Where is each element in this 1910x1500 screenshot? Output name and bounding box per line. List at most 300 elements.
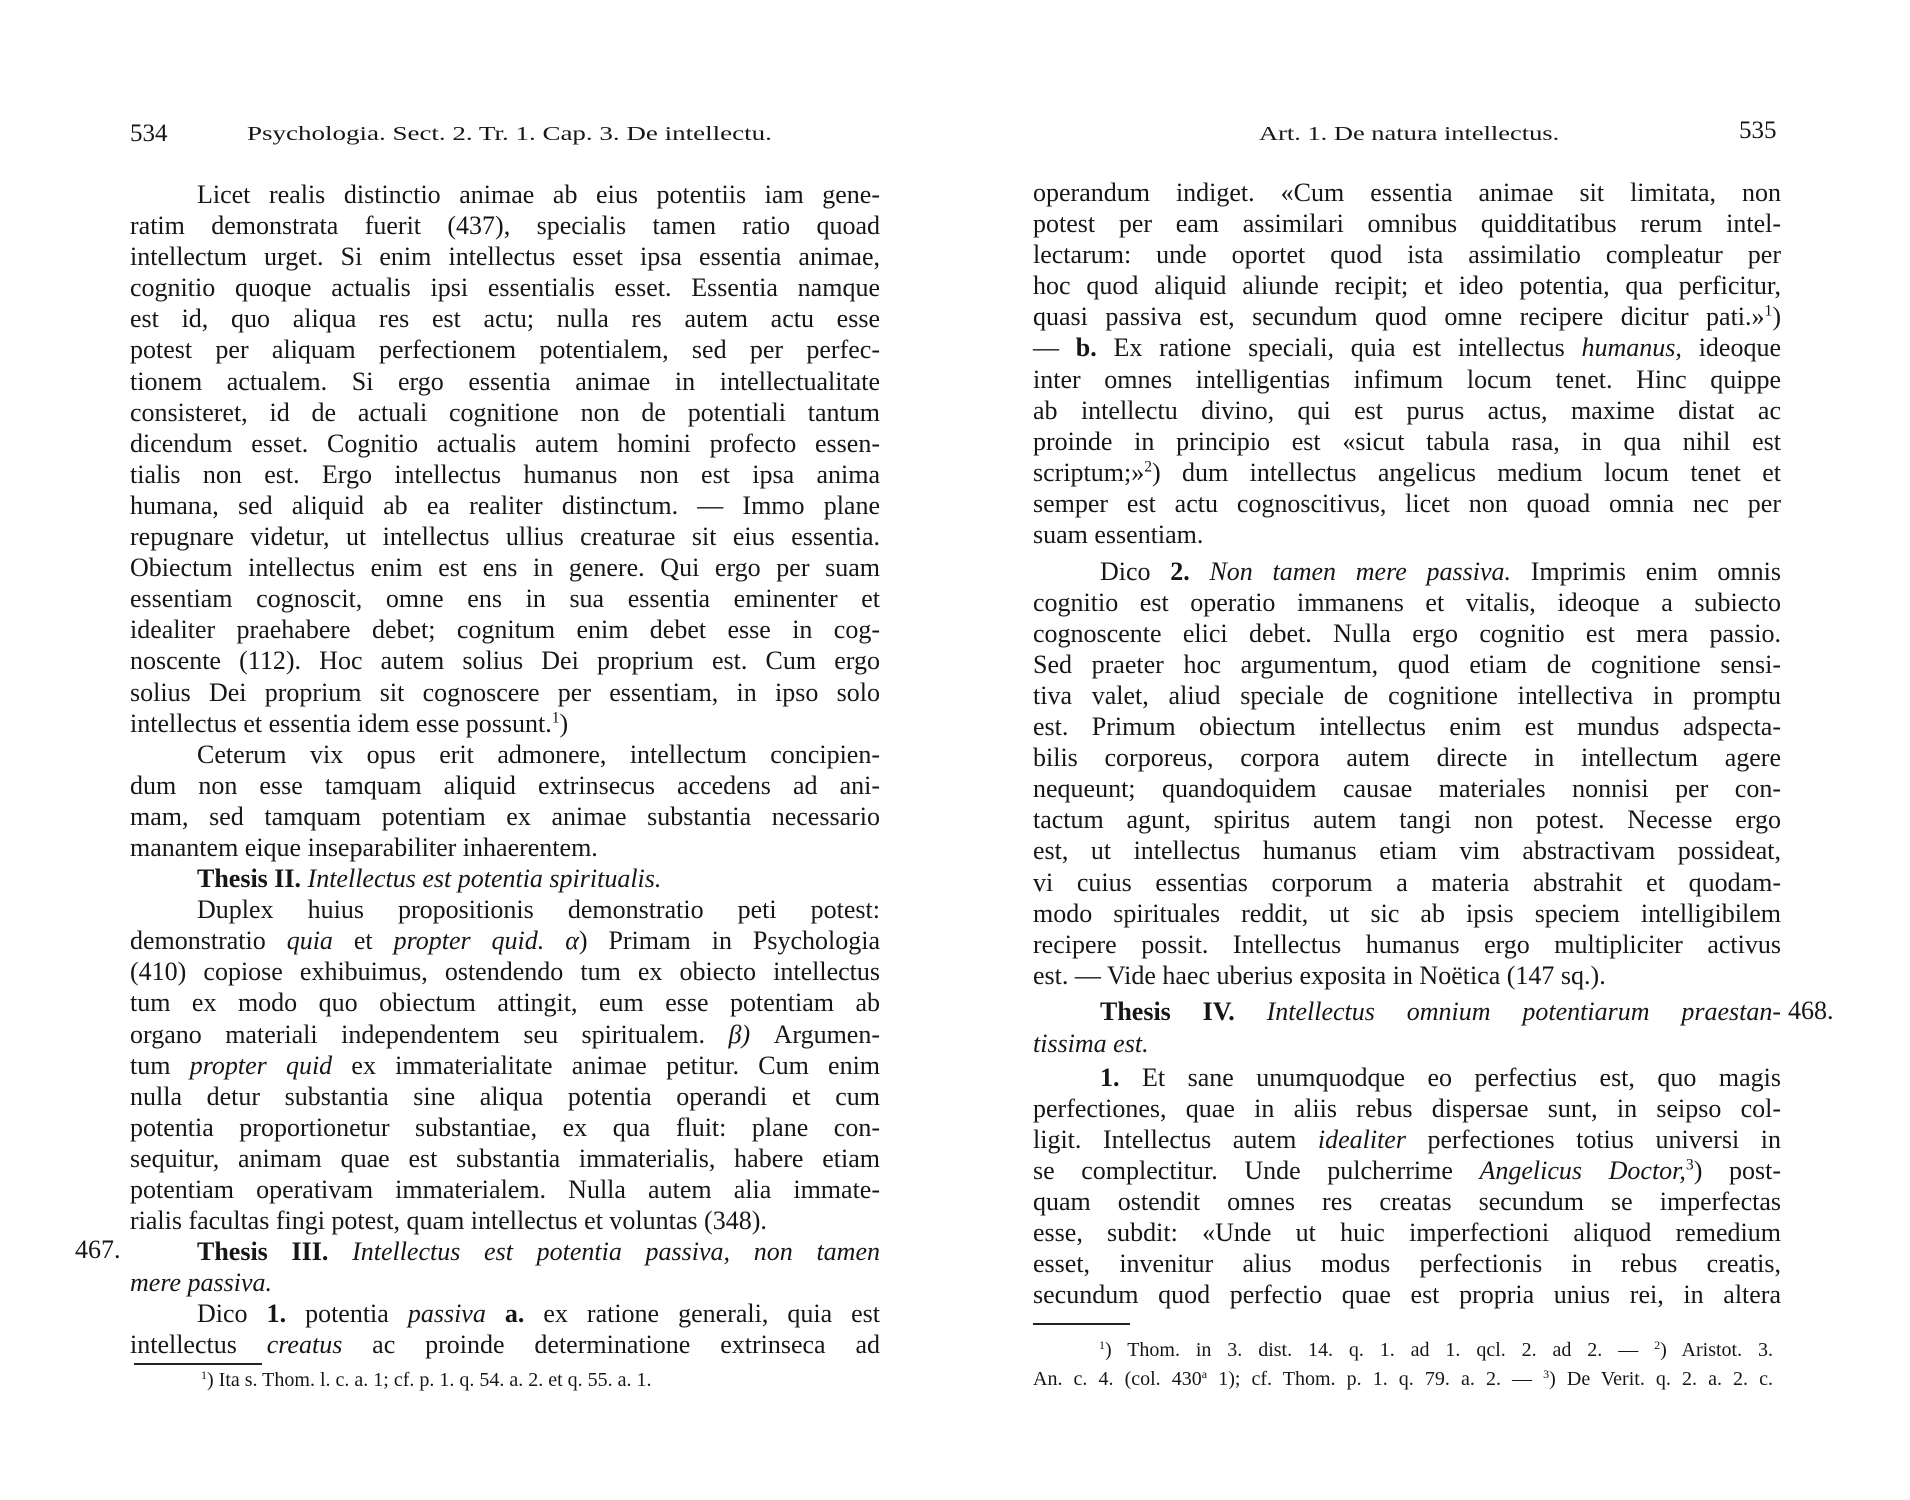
text-line: [1033, 1155, 1781, 1186]
text-line: [130, 925, 880, 956]
line-text: [1033, 929, 1781, 960]
text-run: est. Primum obiectum intellectus enim est mundus adspecta-: [1033, 712, 1781, 742]
text-run: perfectiones, quae in aliis rebus dispersae sunt, in seipso col-: [1033, 1093, 1781, 1123]
line-text: [1033, 898, 1781, 929]
text-run: ex ratione generali, quia est: [524, 1299, 880, 1329]
text-line: [130, 397, 880, 428]
text-run: Ex ratione speciali, quia est intellectus: [1096, 333, 1582, 363]
paragraph: [130, 894, 880, 1236]
footnote-marker: 1: [201, 1367, 207, 1382]
line-text: [197, 179, 880, 210]
line-text: [1033, 1028, 1149, 1059]
text-run: cognoscente elici debet. Nulla ergo cognitio est mera passio.: [1033, 618, 1781, 648]
text-run: consisteret, id de actuali cognitione non de potentiali tantum: [130, 397, 880, 427]
text-line: [1033, 457, 1781, 488]
margin-number-right: 468.: [1788, 996, 1834, 1025]
paragraph: [130, 179, 880, 739]
text-run: dum non esse tamquam aliquid extrinsecus accedens ad ani-: [130, 770, 880, 800]
text-line: [197, 1236, 880, 1267]
text-line: [130, 956, 880, 987]
line-text: [1033, 519, 1203, 550]
text-run: essentiam cognoscit, omne ens in sua essentia eminenter et: [130, 584, 880, 614]
text-line: [1033, 1093, 1781, 1124]
text-run: est id, quo aliqua res est actu; nulla res autem actu esse: [130, 304, 880, 334]
text-line: [130, 334, 880, 365]
line-text: [130, 925, 880, 956]
bold-text: 1.: [1100, 1062, 1120, 1092]
text-run: suam essentiam.: [1033, 520, 1204, 550]
text-run: organo materiali independentem seu spiritualem.: [130, 1019, 729, 1049]
italic-text: α: [565, 926, 579, 956]
line-text: [130, 583, 880, 614]
text-run: Et sane unumquodque eo perfectius est, quo magis: [1119, 1062, 1781, 1092]
text-line: [130, 770, 880, 801]
line-text: [197, 739, 880, 770]
text-run: 1); cf. Thom. p. 1. q. 79. a. 2. —: [1207, 1368, 1544, 1390]
line-text: [130, 490, 880, 521]
footnote-rule: [1033, 1323, 1130, 1325]
text-line: [130, 583, 880, 614]
text-run: vi cuius essentias corporum a materia abstrahit et quodam-: [1033, 867, 1781, 897]
line-text: [130, 397, 880, 428]
text-run: [486, 1299, 505, 1328]
line-text: [1033, 364, 1781, 395]
text-line: [197, 1298, 880, 1329]
paragraph: [130, 1298, 880, 1360]
line-text: [201, 1366, 652, 1395]
text-line: [130, 1019, 880, 1050]
text-run: est. — Vide haec uberius exposita in Noëtica (147 sq.).: [1033, 960, 1606, 990]
italic-text: tissima est.: [1033, 1028, 1149, 1058]
line-text: [130, 614, 880, 645]
text-line: [130, 241, 880, 272]
line-text: [130, 366, 880, 397]
line-text: [130, 1267, 272, 1298]
text-line: [1033, 426, 1781, 457]
text-run: ac proinde determinatione extrinseca ad: [342, 1330, 880, 1360]
footnote-rule: [134, 1363, 262, 1365]
line-text: [1033, 618, 1781, 649]
line-text: [130, 832, 598, 863]
line-text: [130, 303, 880, 334]
text-run: noscente (112). Hoc autem solius Dei proprium est. Cum ergo: [130, 646, 880, 676]
text-line: [1033, 1217, 1781, 1248]
line-text: [130, 708, 568, 739]
italic-text: Angelicus Doctor,: [1479, 1155, 1686, 1185]
line-text: [1033, 332, 1781, 363]
line-text: [1033, 457, 1781, 488]
italic-text: propter quid.: [393, 926, 545, 956]
text-run: ) Ita s. Thom. l. c. a. 1; cf. p. 1. q. 54. a. 2. et q. 55. a. 1.: [207, 1369, 652, 1391]
line-text: [1033, 1155, 1781, 1186]
line-text: [130, 1050, 880, 1081]
line-text: [130, 1174, 880, 1205]
text-line: [130, 366, 880, 397]
footnote-marker: 2: [1654, 1337, 1661, 1352]
text-line: [1033, 239, 1781, 270]
text-run: intellectus: [130, 1330, 267, 1360]
line-text: [130, 645, 880, 676]
line-text: [1033, 1365, 1773, 1394]
italic-text: idealiter: [1317, 1124, 1406, 1154]
line-text: [130, 521, 880, 552]
text-run: tionem actualem. Si ergo essentia animae in intellectualitate: [130, 366, 880, 396]
text-run: —: [1033, 333, 1076, 363]
line-text: [130, 210, 880, 241]
text-run: esse, subdit: «Unde ut huic imperfectioni aliquod remedium: [1033, 1218, 1781, 1248]
line-text: [1033, 301, 1781, 332]
text-run: secundum quod perfectio quae est propria unius rei, in altera: [1033, 1280, 1781, 1310]
text-line: [130, 1050, 880, 1081]
text-run: perfectiones totius universi in: [1405, 1124, 1781, 1154]
line-text: [1100, 556, 1781, 587]
text-run: et: [332, 926, 394, 956]
text-run: inter omnes intelligentias infimum locum tenet. Hinc quippe: [1033, 364, 1781, 394]
italic-text: Intellectus est potentia passiva, non tamen: [352, 1237, 880, 1267]
text-line: [1033, 929, 1781, 960]
text-run: [1190, 557, 1210, 586]
text-run: idealiter praehabere debet; cognitum enim debet esse in cog-: [130, 615, 880, 645]
text-run: Obiectum intellectus enim est ens in genere. Qui ergo per suam: [130, 553, 880, 583]
text-run: ex immaterialitate animae petitur. Cum enim: [332, 1050, 881, 1080]
line-text: [130, 677, 880, 708]
italic-text: β): [728, 1019, 751, 1049]
text-run: semper est actu cognoscitivus, licet non quoad omnia nec per: [1033, 488, 1781, 518]
line-text: [130, 272, 880, 303]
line-text: [1033, 587, 1781, 618]
text-run: cognitio est operatio immanens et vitalis, ideoque a subiecto: [1033, 587, 1781, 617]
line-text: [1033, 1248, 1781, 1279]
text-run: [1235, 997, 1267, 1026]
line-text: [1033, 649, 1781, 680]
page-number-right: 535: [1739, 117, 1777, 144]
text-line: [1033, 711, 1781, 742]
text-run: potest per eam assimilari omnibus quidditatibus rerum intel-: [1033, 209, 1781, 239]
text-line: [1033, 519, 1781, 550]
text-line: [1100, 1062, 1781, 1093]
text-run: potentia proportionetur substantiae, ex qua fluit: plane con-: [130, 1112, 880, 1142]
italic-text: humanus,: [1581, 333, 1682, 363]
text-line: [1033, 960, 1781, 991]
bold-text: 2.: [1170, 556, 1190, 586]
line-text: [197, 863, 661, 894]
text-run: potest per aliquam perfectionem potentialem, sed per perfec-: [130, 335, 880, 365]
line-text: [130, 552, 880, 583]
bold-text: b.: [1075, 333, 1097, 363]
running-head-left: [247, 119, 772, 149]
running-head-right-text: Art. 1. De natura intellectus.: [1259, 123, 1560, 145]
text-line: [130, 1205, 880, 1236]
text-run: dicendum esset. Cognitio actualis autem homini profecto essen-: [130, 428, 880, 458]
line-text: [1099, 1336, 1773, 1365]
text-run: tialis non est. Ergo intellectus humanus non est ipsa anima: [130, 459, 880, 489]
text-run: esset, invenitur alius modus perfectionis in rebus creatis,: [1033, 1249, 1781, 1279]
paragraph: [1033, 1062, 1781, 1311]
footnote-marker: 1: [1099, 1337, 1105, 1352]
text-line: [1033, 208, 1781, 239]
text-run: (410) copiose exhibuimus, ostendendo tum ex obiecto intellectus: [130, 957, 880, 987]
footnote: [1033, 1336, 1773, 1394]
bold-text: Thesis III.: [197, 1237, 329, 1267]
text-line: [1033, 1248, 1781, 1279]
text-line: [130, 1174, 880, 1205]
italic-text: creatus: [266, 1330, 343, 1360]
bold-text: Thesis II.: [197, 864, 302, 894]
text-run: se complectitur. Unde pulcherrime: [1033, 1155, 1480, 1185]
text-run: mam, sed tamquam potentiam ex animae substantia necessario: [130, 801, 880, 831]
text-run: ) dum intellectus angelicus medium locum tenet et: [1152, 457, 1781, 487]
text-line: [1033, 301, 1781, 332]
text-line: [1033, 1279, 1781, 1310]
line-text: [130, 1112, 880, 1143]
text-line: [130, 832, 880, 863]
text-line: [130, 1329, 880, 1360]
text-run: recipere possit. Intellectus humanus ergo multipliciter activus: [1033, 929, 1781, 959]
text-line: [130, 987, 880, 1018]
text-run: cognitio quoque actualis ipsi essentialis esset. Essentia namque: [130, 273, 880, 303]
line-text: [1033, 426, 1781, 457]
footnotes-left: [201, 1366, 841, 1395]
italic-text: Non tamen mere passiva.: [1209, 556, 1511, 586]
text-run: ab intellectu divino, qui est purus actus, maxime distat ac: [1033, 395, 1781, 425]
text-run: tum ex modo quo obiectum attingit, eum esse potentiam ab: [130, 988, 880, 1018]
text-run: ligit. Intellectus autem: [1033, 1124, 1318, 1154]
thesis-heading: [130, 863, 880, 894]
line-text: [1033, 208, 1781, 239]
text-line: [130, 1081, 880, 1112]
italic-text: propter quid: [189, 1050, 333, 1080]
line-text: [130, 956, 880, 987]
text-run: ratim demonstrata fuerit (437), specialis tamen ratio quoad: [130, 211, 880, 241]
text-run: ) Primam in Psychologia: [578, 926, 880, 956]
line-text: [1033, 239, 1781, 270]
line-text: [1033, 1093, 1781, 1124]
text-line: [197, 739, 880, 770]
text-run: intellectus et essentia idem esse possunt.: [130, 708, 552, 738]
text-run: Dico: [197, 1299, 267, 1329]
line-text: [130, 1143, 880, 1174]
text-run: sequitur, animam quae est substantia immaterialis, habere etiam: [130, 1143, 880, 1173]
text-line: [130, 645, 880, 676]
text-line: [1033, 395, 1781, 426]
text-line: [1033, 1124, 1781, 1155]
text-run: demonstratio: [130, 926, 287, 956]
text-run: hoc quod aliquid aliunde recipit; et ideo potentia, qua perficitur,: [1033, 271, 1781, 301]
italic-text: passiva: [407, 1299, 486, 1329]
running-head-left-text: Psychologia. Sect. 2. Tr. 1. Cap. 3. De intellectu.: [247, 123, 772, 145]
line-text: [130, 770, 880, 801]
line-text: [130, 801, 880, 832]
text-run: Argumen-: [750, 1019, 880, 1049]
line-text: [1033, 773, 1781, 804]
thesis-heading: [1033, 996, 1781, 1058]
line-text: [130, 1205, 767, 1236]
text-run: potentiam operativam immaterialem. Nulla autem alia immate-: [130, 1175, 880, 1204]
text-run: Duplex huius propositionis demonstratio peti potest:: [197, 895, 880, 925]
text-run: est, ut intellectus humanus etiam vim abstractivam possideat,: [1033, 836, 1781, 866]
text-run: [328, 1237, 352, 1266]
line-text: [1033, 177, 1781, 208]
text-line: [130, 428, 880, 459]
text-line: [1033, 1028, 1781, 1059]
text-run: ) De Verit. q. 2. a. 2. c.: [1549, 1368, 1774, 1390]
text-line: [1033, 364, 1781, 395]
line-text: [1033, 1279, 1781, 1310]
right-page-body: [1033, 177, 1781, 1310]
italic-text: quia: [286, 926, 333, 956]
bold-text: Thesis IV.: [1100, 997, 1235, 1027]
text-line: [197, 894, 880, 925]
text-line: [130, 708, 880, 739]
text-run: solius Dei proprium sit cognoscere per essentiam, in ipso solo: [130, 677, 880, 707]
italic-text: Intellectus omnium potentiarum praestan-: [1266, 997, 1781, 1027]
text-run: tactum agunt, spiritus autem tangi non potest. Necesse ergo: [1033, 805, 1781, 835]
text-line: [1033, 649, 1781, 680]
text-run: Sed praeter hoc argumentum, quod etiam de cognitione sensi-: [1033, 649, 1781, 679]
line-text: [1033, 1186, 1781, 1217]
text-run: tum: [130, 1050, 190, 1080]
text-run: quasi passiva est, secundum quod omne recipere dicitur pati.»: [1033, 302, 1765, 332]
text-run: Dico: [1100, 556, 1171, 586]
text-line: [1033, 618, 1781, 649]
text-line: [1100, 556, 1781, 587]
text-run: rialis facultas fingi potest, quam intellectus et voluntas (348).: [130, 1206, 767, 1236]
paragraph: [130, 739, 880, 863]
thesis-heading: [130, 1236, 880, 1298]
text-line: [130, 552, 880, 583]
italic-text: mere passiva.: [130, 1268, 273, 1298]
italic-text: Intellectus est potentia spiritualis.: [307, 864, 662, 894]
text-line: [130, 1267, 880, 1298]
text-run: ) Thom. in 3. dist. 14. q. 1. ad 1. qcl. 2. ad 2. —: [1105, 1339, 1655, 1361]
line-text: [1033, 867, 1781, 898]
text-line: [1100, 996, 1781, 1027]
footnote: [201, 1366, 841, 1395]
text-line: [130, 303, 880, 334]
line-text: [1100, 1062, 1781, 1093]
text-run: lectarum: unde oportet quod ista assimilatio compleatur per: [1033, 240, 1781, 270]
text-run: humana, sed aliquid ab ea realiter distinctum. — Immo plane: [130, 490, 880, 520]
text-run: ): [559, 708, 569, 738]
text-run: scriptum;»: [1033, 457, 1145, 487]
line-text: [130, 987, 880, 1018]
line-text: [130, 428, 880, 459]
left-page-body: [130, 179, 880, 1361]
line-text: [1033, 804, 1781, 835]
text-line: [1033, 488, 1781, 519]
text-line: [130, 459, 880, 490]
line-text: [197, 894, 880, 925]
text-line: [130, 801, 880, 832]
footnote-marker: 1: [1764, 303, 1773, 321]
paragraph: [1033, 177, 1781, 550]
text-run: repugnare videtur, ut intellectus ullius creaturae sit eius essentia.: [130, 522, 880, 552]
text-run: [544, 926, 565, 955]
line-text: [130, 241, 880, 272]
text-run: nulla detur substantia sine aliqua potentia operandi et cum: [130, 1081, 880, 1111]
line-text: [130, 334, 880, 365]
text-run: operandum indiget. «Cum essentia animae sit limitata, non: [1033, 178, 1781, 207]
text-line: [1099, 1336, 1773, 1365]
text-run: Ceterum vix opus erit admonere, intellectum concipien-: [197, 739, 880, 769]
line-text: [1033, 835, 1781, 866]
line-text: [130, 1329, 880, 1360]
footnote-marker: 2: [1144, 458, 1153, 476]
footnote-marker: 3: [1685, 1156, 1694, 1174]
text-run: nequeunt; quandoquidem causae materiales nonnisi per con-: [1033, 774, 1781, 804]
text-line: [130, 1143, 880, 1174]
text-line: [130, 677, 880, 708]
text-run: manantem eique inseparabiliter inhaerentem.: [130, 832, 598, 862]
text-run: tiva valet, aliud speciale de cognitione intellectiva in promptu: [1033, 681, 1781, 710]
text-run: ) Aristot. 3.: [1660, 1339, 1773, 1361]
page-number-left: 534: [130, 120, 168, 147]
line-text: [1033, 680, 1781, 711]
paragraph: [1033, 556, 1781, 991]
text-run: An. c. 4. (col. 430: [1033, 1368, 1202, 1390]
running-head-right: [1259, 119, 1559, 149]
text-run: Imprimis enim omnis: [1510, 556, 1781, 586]
line-text: [1033, 1217, 1781, 1248]
margin-number-left: 467.: [75, 1235, 121, 1264]
text-line: [201, 1366, 841, 1395]
line-text: [1033, 711, 1781, 742]
text-line: [1033, 1365, 1773, 1394]
text-line: [1033, 835, 1781, 866]
text-line: [130, 210, 880, 241]
text-line: [130, 1112, 880, 1143]
text-run: ideoque: [1681, 333, 1781, 363]
footnote-marker: 3: [1543, 1366, 1550, 1381]
bold-text: a.: [504, 1299, 525, 1329]
text-run: ): [1772, 302, 1781, 332]
footnote-marker: a: [1201, 1366, 1208, 1381]
text-run: intellectum urget. Si enim intellectus esset ipsa essentia animae,: [130, 242, 880, 272]
line-text: [1033, 270, 1781, 301]
line-text: [197, 1298, 880, 1329]
line-text: [1033, 488, 1781, 519]
text-run: proinde in principio est «sicut tabula rasa, in qua nihil est: [1033, 426, 1781, 456]
line-text: [197, 1236, 880, 1267]
text-line: [1033, 587, 1781, 618]
text-run: ) post-: [1693, 1155, 1781, 1185]
footnotes-right: [1033, 1336, 1773, 1394]
text-line: [1033, 177, 1781, 208]
text-line: [130, 614, 880, 645]
line-text: [1100, 996, 1781, 1027]
text-line: [197, 179, 880, 210]
text-line: [1033, 680, 1781, 711]
text-line: [130, 272, 880, 303]
line-text: [1033, 395, 1781, 426]
text-run: quam ostendit omnes res creatas secundum se imperfectas: [1033, 1187, 1781, 1216]
line-text: [1033, 1124, 1781, 1155]
text-line: [1033, 898, 1781, 929]
line-text: [1033, 960, 1606, 991]
text-line: [130, 490, 880, 521]
text-line: [1033, 1186, 1781, 1217]
text-line: [1033, 742, 1781, 773]
footnote-marker: 1: [551, 709, 560, 727]
text-run: Licet realis distinctio animae ab eius potentiis iam gene-: [197, 180, 880, 209]
text-line: [197, 863, 880, 894]
line-text: [130, 1081, 880, 1112]
text-line: [130, 521, 880, 552]
text-line: [1033, 773, 1781, 804]
text-run: potentia: [286, 1299, 408, 1329]
line-text: [130, 1019, 880, 1050]
text-run: bilis corporeus, corpora autem directe in intellectum agere: [1033, 743, 1781, 773]
